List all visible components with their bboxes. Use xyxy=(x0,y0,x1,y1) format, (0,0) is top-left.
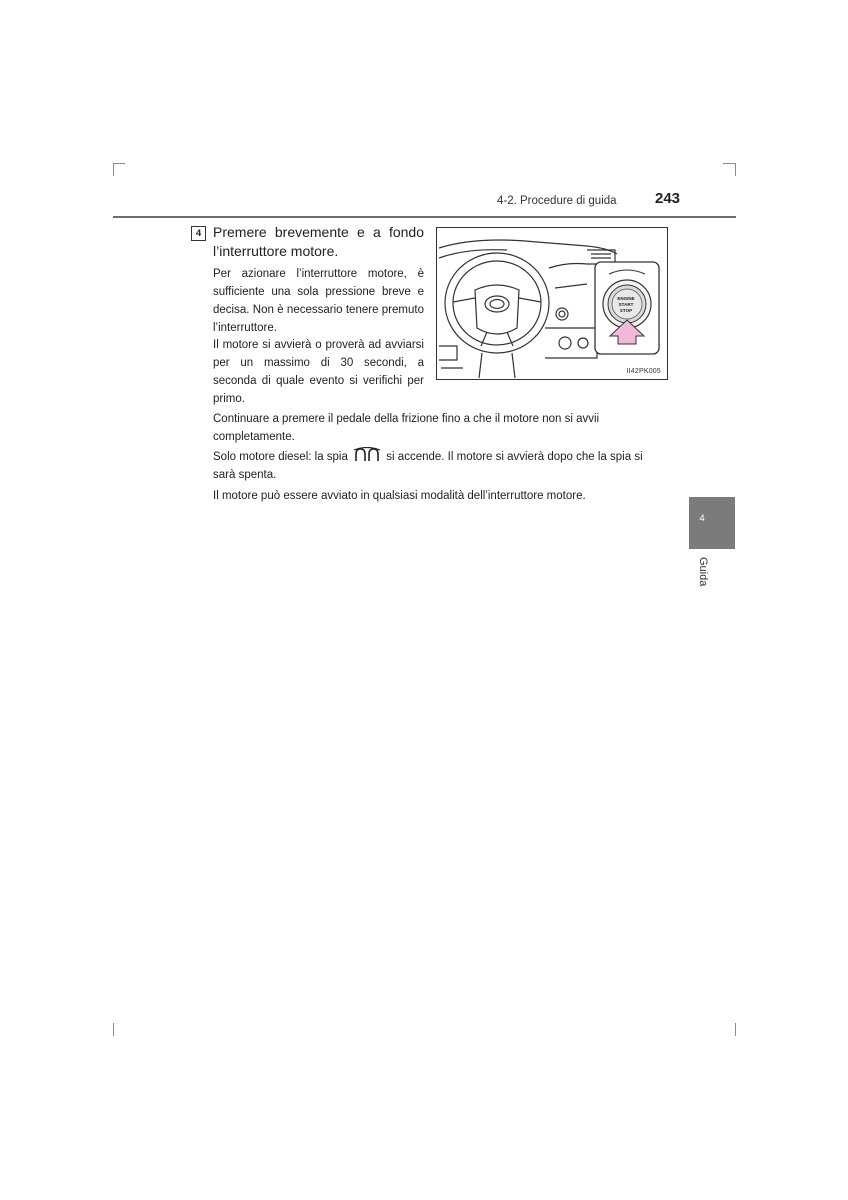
chapter-tab xyxy=(689,497,735,549)
paragraph-clutch: Continuare a premere il pedale della frizione fino a che il motore non si avvii completamente. xyxy=(213,413,600,443)
step-number-badge: 4 xyxy=(191,226,206,241)
crop-mark-top-right-h xyxy=(723,163,735,164)
crop-mark-top-left-h xyxy=(113,163,125,164)
section-title: 4-2. Procedure di guida xyxy=(497,195,617,207)
paragraph-press-once: Per azionare l’interruttore motore, è sufficiente una sola pressione breve e decisa. Non è necessario tenere premuto l’interruttore. xyxy=(213,268,424,334)
crop-mark-bottom-left xyxy=(113,1023,114,1036)
engine-switch-illustration xyxy=(436,227,668,380)
header-divider xyxy=(113,216,736,218)
paragraph-any-mode: Il motore può essere avviato in qualsiasi modalità dell’interruttore motore. xyxy=(213,490,586,502)
diesel-text-after: si accende. Il motore si avvierà dopo che la spia si sarà spenta. xyxy=(213,451,643,481)
chapter-tab-number: 4 xyxy=(699,513,705,524)
chapter-label: Guida xyxy=(697,557,709,587)
figure-code: II42PK005 xyxy=(626,368,661,375)
button-label-engine: ENGINE xyxy=(617,296,635,301)
paragraph-30-seconds: Il motore si avvierà o proverà ad avviarsi per un massimo di 30 secondi, a seconda di quale evento si verifichi per primo. xyxy=(213,339,424,405)
page-number: 243 xyxy=(655,190,681,207)
crop-mark-top-left-v xyxy=(113,163,114,176)
diesel-text-before: Solo motore diesel: la spia xyxy=(213,451,348,463)
glow-plug-indicator-icon xyxy=(354,447,380,463)
crop-mark-top-right-v xyxy=(735,163,736,176)
paragraph-diesel xyxy=(213,448,659,484)
step-title: Premere brevemente e a fondo l’interruttore motore. xyxy=(213,224,424,259)
crop-mark-bottom-right xyxy=(735,1023,736,1036)
button-label-stop: STOP xyxy=(619,308,633,313)
button-label-start: START xyxy=(618,302,634,307)
